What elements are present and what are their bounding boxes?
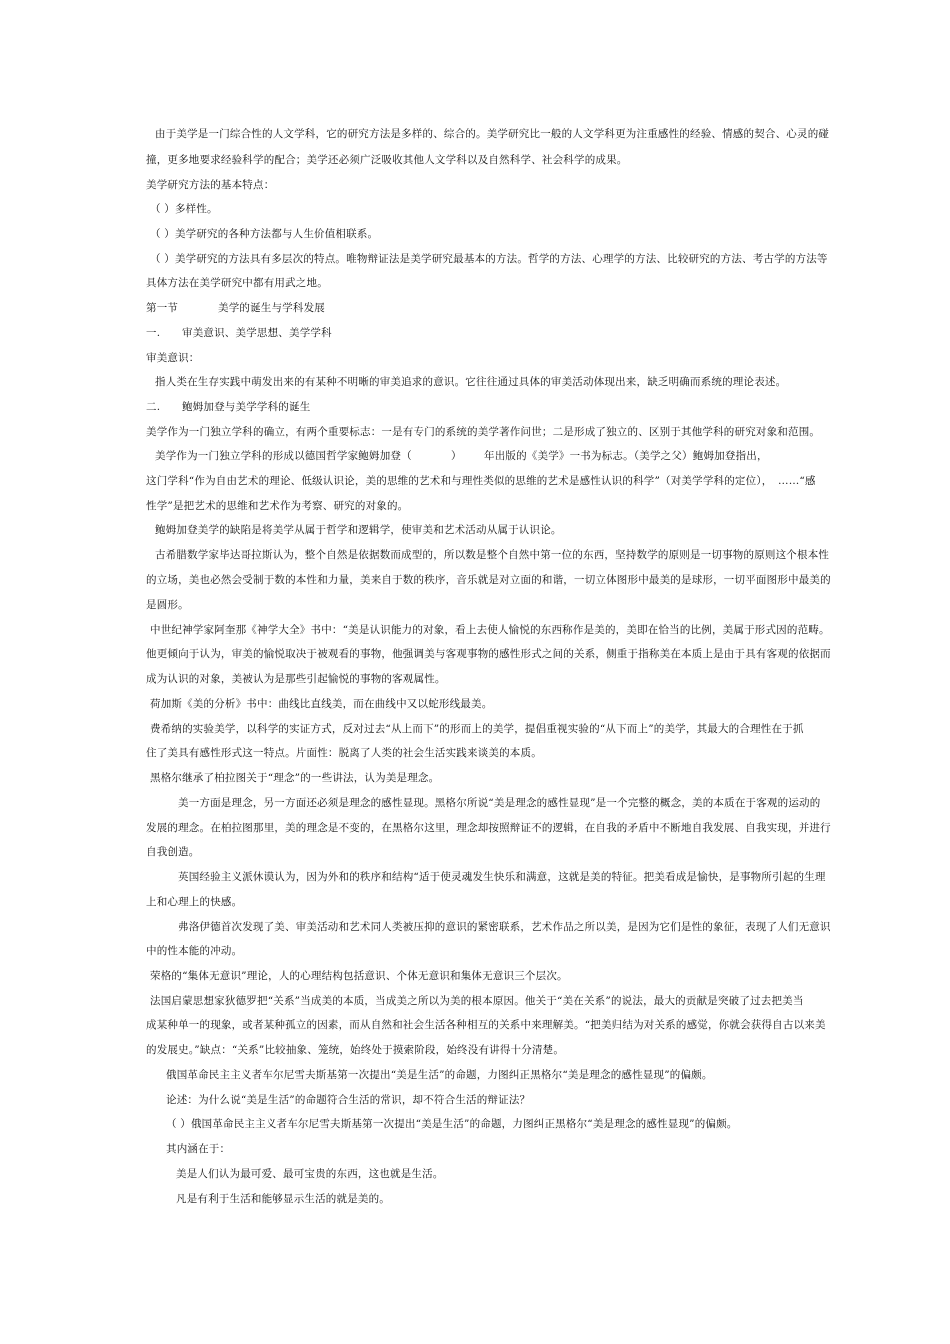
subsection-number: 二. bbox=[146, 401, 161, 413]
paragraph-line: 性学”是把艺术的思维和艺术作为考察、研究的对象的。 bbox=[146, 500, 409, 512]
paragraph-line: 美学作为一门独立学科的确立，有两个重要标志：一是有专门的系统的美学著作问世；二是形成了独立的、区别于其他学科的研究对象和范围。 bbox=[146, 426, 821, 438]
list-item: （ ）美学研究的方法具有多层次的特点。唯物辩证法是美学研究最基本的方法。哲学的方法、心理学的方法、比较研究的方法、考古学的方法等 bbox=[150, 253, 828, 265]
paragraph-line: 黑格尔继承了柏拉图关于“理念”的一些讲法，认为美是理念。 bbox=[150, 772, 440, 784]
paragraph-line: 他更倾向于认为，审美的愉悦取决于被观看的事物，他强调美与客观事物的感性形式之间的关系，侧重于指称美在本质上是由于具有客观的依据而 bbox=[146, 648, 831, 660]
paragraph-line: 住了美具有感性形式这一特点。片面性：脱离了人类的社会生活实践来谈美的本质。 bbox=[146, 747, 542, 759]
paragraph-line: 由于美学是一门综合性的人文学科，它的研究方法是多样的、综合的。美学研究比一般的人文学科更为注重感性的经验、情感的契合、心灵的碰 bbox=[155, 128, 830, 140]
paragraph-line: 中的性本能的冲动。 bbox=[146, 945, 243, 957]
paragraph-line: 荣格的“集体无意识”理论，人的心理结构包括意识、个体无意识和集体无意识三个层次。 bbox=[150, 970, 568, 982]
term-label: 审美意识： bbox=[146, 352, 200, 364]
paragraph-line: 凡是有利于生活和能够显示生活的就是美的。 bbox=[176, 1193, 390, 1205]
paragraph-line: 美学作为一门独立学科的形成以德国哲学家鲍姆加登（ bbox=[155, 450, 412, 462]
paragraph-line: 中世纪神学家阿奎那《神学大全》书中：“美是认识能力的对象，看上去使人愉悦的东西称作是美的，美即在恰当的比例，美属于形式因的范畴。 bbox=[150, 624, 830, 636]
paragraph-line: 这门学科“作为自由艺术的理论、低级认识论，美的思维的艺术和与理性类似的思维的艺术是感性认识的科学”（对美学学科的定位）， bbox=[146, 475, 773, 487]
paragraph-line: 指人类在生存实践中萌发出来的有某种不明晰的审美追求的意识。它往往通过具体的审美活动体现出来，缺乏明确而系统的理论表述。 bbox=[155, 376, 787, 388]
subsection-title: 审美意识、美学思想、美学学科 bbox=[182, 327, 332, 339]
question-line: 论述：为什么说“美是生活”的命题符合生活的常识，却不符合生活的辩证法？ bbox=[166, 1094, 531, 1106]
paragraph-line: 费希纳的实验美学，以科学的实证方式，反对过去“从上而下”的形而上的美学，提倡重视实验的“从下而上”的美学，其最大的合理性在于抓 bbox=[150, 723, 804, 735]
paragraph-line: 自我创造。 bbox=[146, 846, 200, 858]
paragraph-line: 成为认识的对象，美被认为是那些引起愉悦的事物的客观属性。 bbox=[146, 673, 446, 685]
paragraph-line: 美一方面是理念，另一方面还必须是理念的感性显现。黑格尔所说“美是理念的感性显现”是一个完整的概念，美的本质在于客观的运动的 bbox=[178, 797, 821, 809]
paragraph-line: 英国经验主义派休谟认为，因为外和的秩序和结构“适于使灵魂发生快乐和满意，这就是美的特征。把美看成是愉快，是事物所引起的生理 bbox=[178, 871, 826, 883]
paragraph-line: 弗洛伊德首次发现了美、审美活动和艺术同人类被压抑的意识的紧密联系，艺术作品之所以美，是因为它们是性的象征，表现了人们无意识 bbox=[178, 921, 831, 933]
subsection-number: 一. bbox=[146, 327, 161, 339]
paragraph-line: 荷加斯《美的分析》书中：曲线比直线美，而在曲线中又以蛇形线最美。 bbox=[150, 698, 493, 710]
paragraph-line: ……“感 bbox=[778, 475, 816, 487]
section-label: 美学研究方法的基本特点： bbox=[146, 179, 275, 191]
paragraph-line: 是圆形。 bbox=[146, 599, 189, 611]
paragraph-line: 撞，更多地要求经验科学的配合；美学还必须广泛吸收其他人文学科以及自然科学、社会科学的成果。 bbox=[146, 154, 628, 166]
paragraph-line: 年出版的《美学》一书为标志。（美学之父）鲍姆加登指出， bbox=[484, 450, 768, 462]
answer-line: （ ）俄国革命民主主义者车尔尼雪夫斯基第一次提出“美是生活”的命题，力图纠正黑格尔“美是理念的感性显现”的偏颇。 bbox=[166, 1118, 738, 1130]
paragraph-line: 的发展史。”缺点：“关系”比较抽象、笼统，始终处于摸索阶段，始终没有讲得十分清楚。 bbox=[146, 1044, 565, 1056]
section-title: 美学的诞生与学科发展 bbox=[218, 302, 325, 314]
subsection-title: 鲍姆加登与美学学科的诞生 bbox=[182, 401, 311, 413]
paragraph-line: 美是人们认为最可爱、最可宝贵的东西，这也就是生活。 bbox=[176, 1168, 444, 1180]
paragraph-line: 具体方法在美学研究中都有用武之地。 bbox=[146, 277, 328, 289]
paragraph-line: 上和心理上的快感。 bbox=[146, 896, 243, 908]
section-number: 第一节 bbox=[146, 302, 179, 314]
paragraph-line: 的立场，美也必然会受制于数的本性和力量，美来自于数的秩序，音乐就是对立面的和谐，一切立体图形中最美的是球形，一切平面图形中最美的 bbox=[146, 574, 831, 586]
paragraph-line: ） bbox=[451, 450, 462, 462]
paragraph-line: 发展的理念。在柏拉图那里，美的理念是不变的，在黑格尔这里，理念却按照辩证不的逻辑，在自我的矛盾中不断地自我发展、自我实现，并进行 bbox=[146, 822, 831, 834]
paragraph-line: 其内涵在于： bbox=[166, 1143, 231, 1155]
list-item: （ ）美学研究的各种方法都与人生价值相联系。 bbox=[150, 228, 379, 240]
paragraph-line: 鲍姆加登美学的缺陷是将美学从属于哲学和逻辑学，使审美和艺术活动从属于认识论。 bbox=[155, 524, 562, 536]
paragraph-line: 成某种单一的现象，或者某种孤立的因素，而从自然和社会生活各种相互的关系中来理解美。“把美归结为对关系的感觉，你就会获得自古以来美 bbox=[146, 1019, 826, 1031]
paragraph-line: 古希腊数学家毕达哥拉斯认为，整个自然是依据数而成型的，所以数是整个自然中第一位的东西，坚持数学的原则是一切事物的原则这个根本性 bbox=[155, 549, 830, 561]
list-item: （ ）多样性。 bbox=[150, 203, 218, 215]
paragraph-line: 法国启蒙思想家狄德罗把“关系”当成美的本质，当成美之所以为美的根本原因。他关于“美在关系”的说法，最大的贡献是突破了过去把美当 bbox=[150, 995, 804, 1007]
paragraph-line: 俄国革命民主主义者车尔尼雪夫斯基第一次提出“美是生活”的命题，力图纠正黑格尔“美是理念的感性显现”的偏颇。 bbox=[166, 1069, 713, 1081]
